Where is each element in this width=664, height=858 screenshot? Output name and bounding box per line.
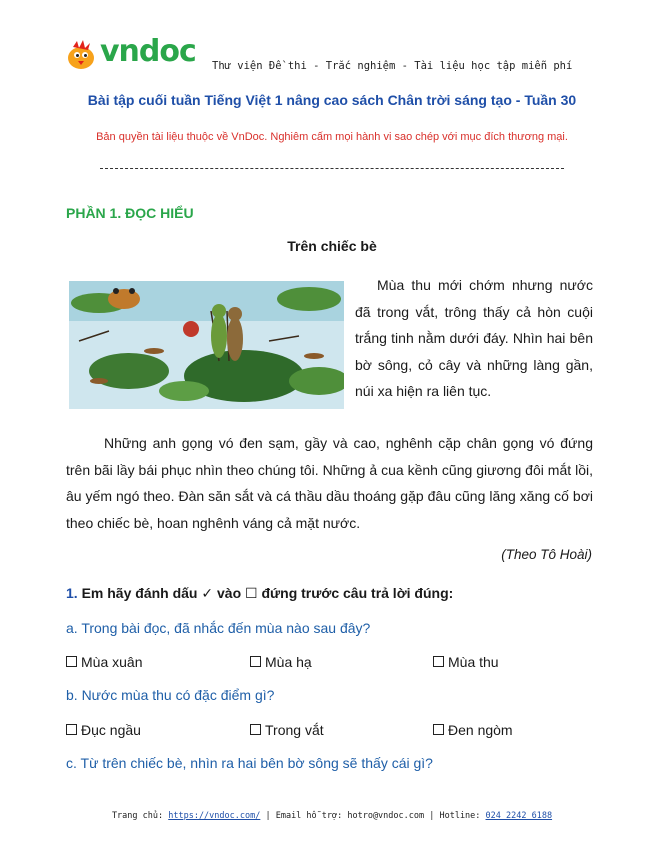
document-title: Bài tập cuối tuần Tiếng Việt 1 nâng cao sách Chân trời sáng tạo - Tuần 30 [87,92,577,108]
question-1-prompt [66,585,453,602]
dashed-divider [100,168,564,169]
chick-mascot-icon [64,36,100,72]
question-text: Em hãy đánh dấu ✓ vào ☐ đứng trước câu trả lời đúng: [81,585,454,601]
option-label: Trong vắt [265,722,324,738]
page-footer [0,811,664,821]
question-a-text: a. Trong bài đọc, đã nhắc đến mùa nào sau đây? [66,620,371,636]
option-a3[interactable] [433,654,499,670]
story-title: Trên chiếc bè [287,238,377,254]
section-title: PHẦN 1. ĐỌC HIỂU [66,205,194,221]
footer-home-link[interactable]: https://vndoc.com/ [168,811,261,821]
checkbox-icon[interactable] [66,656,77,667]
option-label: Mùa xuân [81,654,143,670]
story-source: (Theo Tô Hoài) [501,547,592,562]
checkbox-icon[interactable] [433,656,444,667]
question-c-text: c. Từ trên chiếc bè, nhìn ra hai bên bờ sông sẽ thấy cái gì? [66,755,433,771]
footer-support: | Email hỗ trợ: hotro@vndoc.com | Hotline: [260,811,486,821]
option-a1[interactable] [66,654,142,670]
checkbox-icon[interactable] [250,656,261,667]
option-b1[interactable] [66,722,141,738]
page-header [64,36,604,76]
option-a2[interactable] [250,654,312,670]
option-label: Mùa thu [448,654,499,670]
site-tagline: Thư viện Đề thi - Trắc nghiệm - Tài liệu học tập miễn phí [212,60,573,72]
brand-name: vndoc [100,34,196,69]
option-label: Mùa hạ [265,654,312,670]
option-label: Đen ngòm [448,722,513,738]
story-illustration [69,281,344,409]
question-b-text: b. Nước mùa thu có đặc điểm gì? [66,687,275,703]
footer-hotline-link[interactable]: 024 2242 6188 [485,811,553,821]
checkbox-icon[interactable] [66,724,77,735]
copyright-notice: Bản quyền tài liệu thuộc về VnDoc. Nghiêm cấm mọi hành vi sao chép với mục đích thương mại. [96,131,568,143]
question-number: 1. [66,585,78,601]
option-b2[interactable] [250,722,324,738]
option-label: Đục ngầu [81,722,141,738]
story-paragraph-2: Những anh gọng vó đen sạm, gầy và cao, nghênh cặp chân gọng vó đứng trên bãi lầy bái phục nhìn theo chúng tôi. Những ả cua kềnh cũng giương đôi mắt lồi, âu yếm ngó theo. Đàn săn sắt và cá thầu dầu thoáng gặp đâu cũng lăng xăng cố bơi theo chiếc bè, hoan nghênh váng cả mặt nước. [66,435,593,531]
vndoc-logo[interactable] [64,36,194,72]
story-paragraph-1: Mùa thu mới chớm nhưng nước đã trong vắt, trông thấy cả hòn cuội trắng tinh nằm dưới đáy. Nhìn hai bên bờ sông, cỏ cây và những làng gần, núi xa hiện ra liên tục. [355,277,593,399]
checkbox-icon[interactable] [250,724,261,735]
footer-home-label: Trang chủ: [111,811,169,821]
checkbox-icon[interactable] [433,724,444,735]
option-b3[interactable] [433,722,513,738]
